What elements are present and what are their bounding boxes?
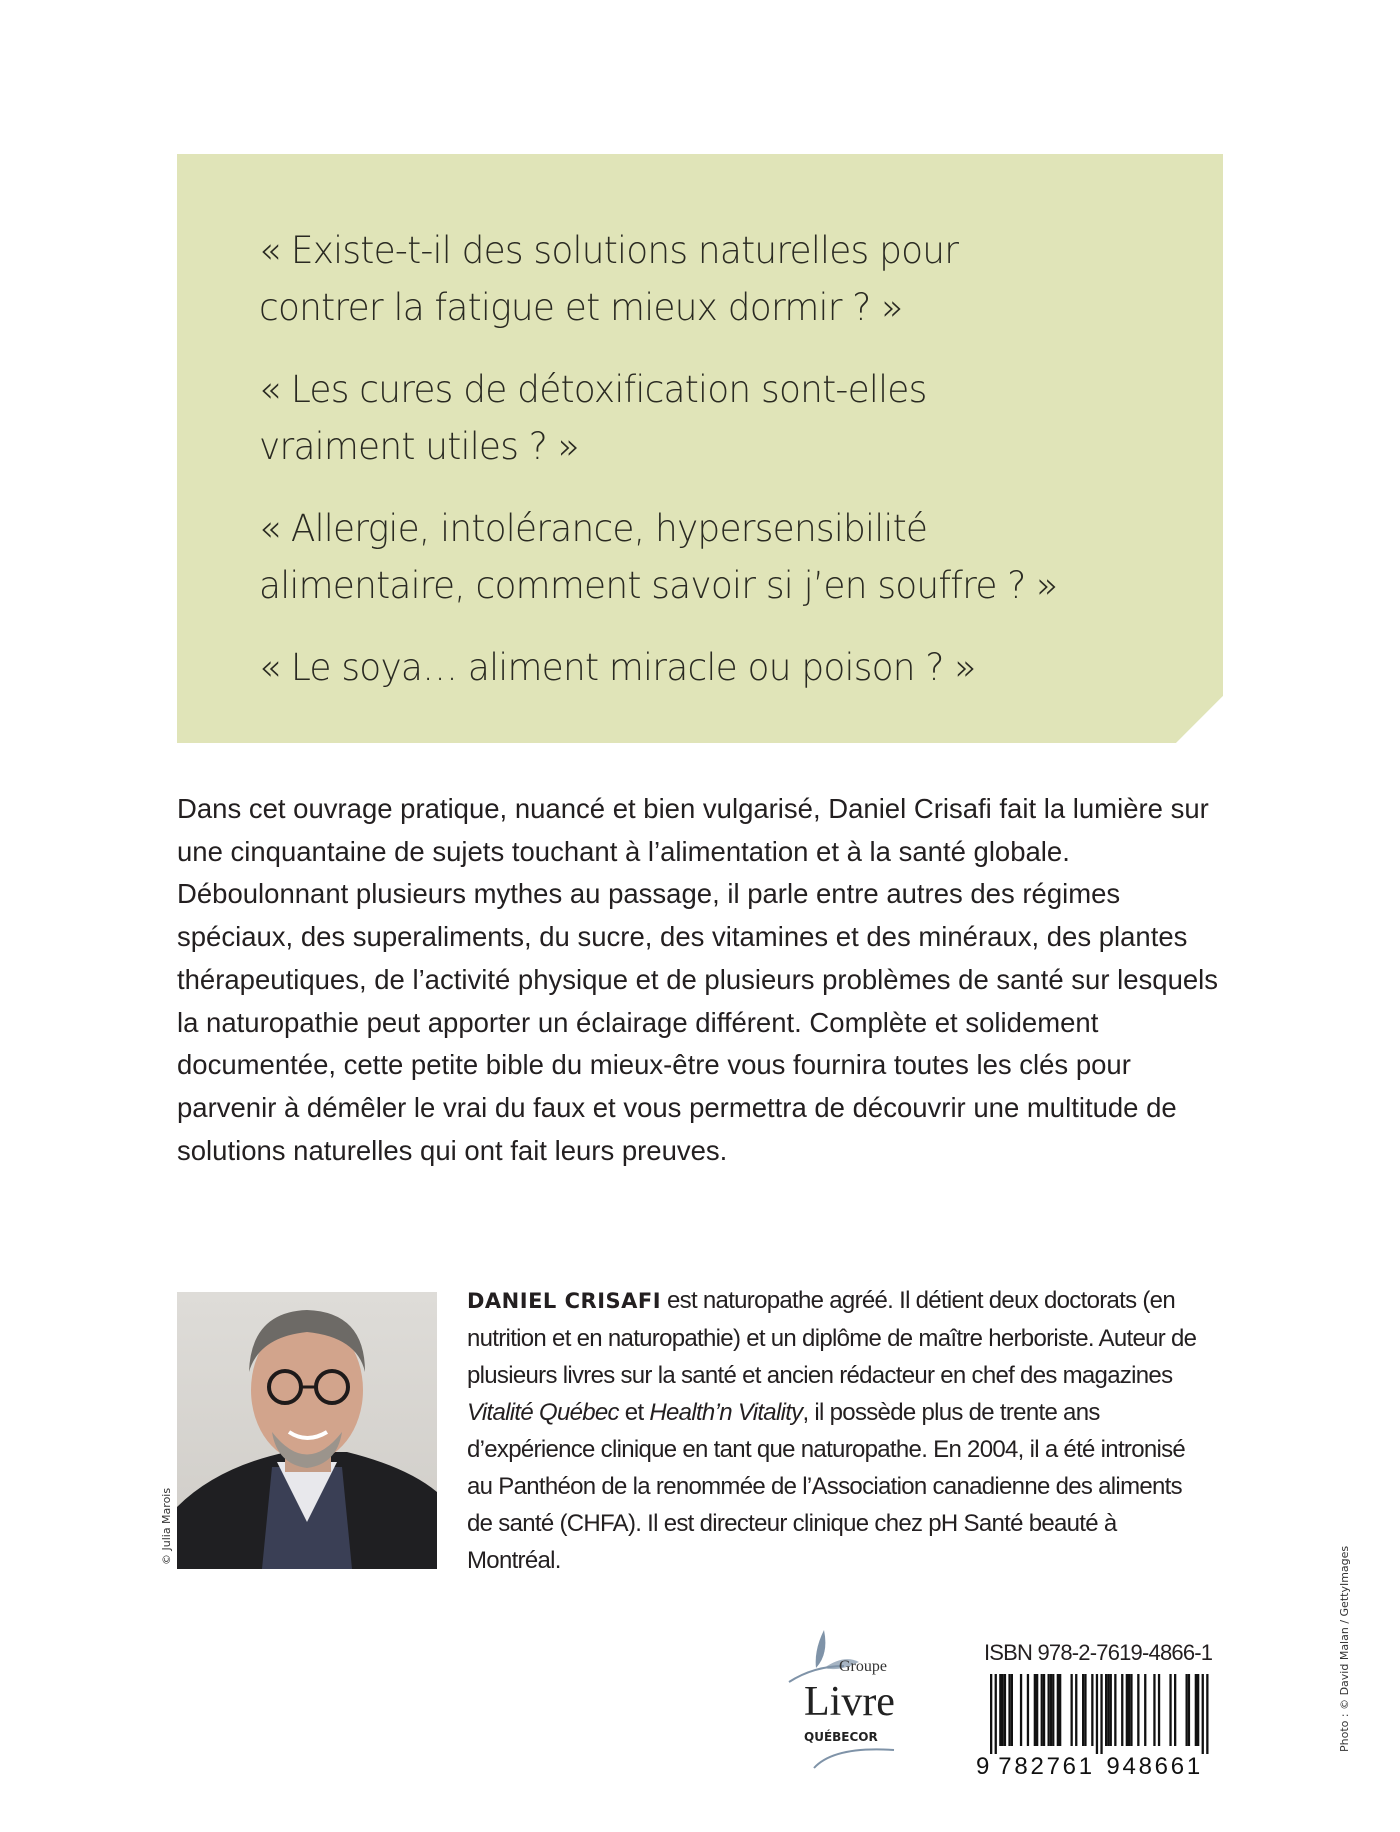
author-photo: [177, 1292, 437, 1569]
bio-text: est naturopathe agréé. Il détient deux doctorats (en nutrition et en naturopathie) et un diplôme de maître herboriste. Auteur de plusieurs livres sur la santé et ancien rédacteur en chef des magazines: [467, 1287, 1197, 1389]
barcode-bar: [1174, 1674, 1176, 1746]
quote-line: « Allergie, intolérance, hypersensibilité: [259, 507, 928, 550]
barcode-bar: [1052, 1674, 1054, 1746]
barcode-bar: [1195, 1674, 1197, 1746]
quote-line: « Les cures de détoxification sont-elles: [259, 368, 927, 411]
barcode-bar: [1034, 1674, 1036, 1746]
quote-list: [259, 222, 1199, 721]
magazine-title: Health’n Vitality: [649, 1399, 803, 1426]
isbn-number: ISBN 978-2-7619-4866-1: [984, 1640, 1213, 1665]
author-name: DANIEL CRISAFI: [467, 1289, 662, 1313]
magazine-title: Vitalité Québec: [467, 1399, 619, 1426]
barcode-bar: [990, 1674, 992, 1754]
barcode: [976, 1674, 1216, 1778]
barcode-bar: [1041, 1674, 1043, 1746]
barcode-bar: [1011, 1674, 1013, 1746]
barcode-bar: [1100, 1674, 1102, 1754]
barcode-bar: [1008, 1674, 1010, 1746]
barcode-bar: [1050, 1674, 1052, 1746]
book-description: Dans cet ouvrage pratique, nuancé et bien vulgarisé, Daniel Crisafi fait la lumière sur une cinquantaine de sujets touchant à l’alimentation et à la santé globale. Déboulonnant plusieurs mythes au passage, il parle entre autres des régimes spéciaux, des superaliments, du sucre, des vitamines et des minéraux, des plantes thérapeutiques, de l’activité physique et de plusieurs problèmes de santé sur lesquels la naturopathie peut apporter un éclairage différent. Complète et solidement documentée, cette petite bible du mieux-être vous fournira toutes les clés pour parvenir à démêler le vrai du faux et vous permettra de découvrir une multitude de solutions naturelles qui ont fait leurs preuves.: [177, 793, 1219, 1166]
barcode-bar: [1004, 1674, 1006, 1746]
bio-text: et: [618, 1399, 650, 1426]
quote-line: contrer la fatigue et mieux dormir ? »: [259, 286, 903, 329]
barcode-bar: [1186, 1674, 1188, 1746]
cover-photo-credit: Photo : © David Malan / GettyImages: [1338, 1545, 1351, 1752]
barcode-bar: [1020, 1674, 1022, 1746]
quote-line: « Le soya… aliment miracle ou poison ? »: [259, 646, 976, 689]
logo-quebecor: QUÉBECOR: [804, 1730, 878, 1744]
quote-2: [259, 361, 1171, 475]
barcode-bar: [1128, 1674, 1130, 1746]
author-portrait-image: [177, 1292, 437, 1569]
logo-livre: Livre: [804, 1679, 895, 1725]
barcode-digit: 9: [1106, 1753, 1120, 1778]
barcode-bar: [1126, 1674, 1128, 1746]
barcode-bar: [1202, 1674, 1204, 1754]
barcode-digit: 4: [1122, 1753, 1136, 1778]
bio-text: , il possède plus de trente ans d’expérience clinique en tant que naturopathe. En 2004, il a été intronisé au Panthéon de la renommée de l’Association canadienne des aliments de santé (CHFA). Il est directeur clinique chez pH Santé beauté à Montréal.: [467, 1399, 1186, 1574]
barcode-bar: [1121, 1674, 1123, 1746]
barcode-digit: 6: [1170, 1753, 1185, 1778]
barcode-bar: [1036, 1674, 1038, 1746]
barcode-bar: [1144, 1674, 1146, 1746]
barcode-bar: [1071, 1674, 1073, 1746]
barcode-bar: [1169, 1674, 1171, 1746]
barcode-digit: 2: [1030, 1753, 1044, 1778]
author-bio: [467, 1282, 1202, 1579]
barcode-bar: [1188, 1674, 1190, 1746]
barcode-bar: [1057, 1674, 1059, 1746]
barcode-bar: [1075, 1674, 1077, 1746]
barcode-bar: [1043, 1674, 1045, 1746]
barcode-bar: [995, 1674, 997, 1754]
barcode-bar: [1091, 1674, 1093, 1746]
photo-credit: © Julia Marois: [160, 1487, 173, 1565]
barcode-bar: [1059, 1674, 1061, 1746]
barcode-bar: [1096, 1674, 1098, 1754]
barcode-bar: [1107, 1674, 1109, 1746]
quote-3: [259, 500, 1171, 614]
barcode-digit: 1: [1078, 1753, 1093, 1778]
barcode-bar: [1027, 1674, 1029, 1746]
barcode-bar: [999, 1674, 1001, 1746]
barcode-bar: [1002, 1674, 1004, 1746]
barcode-digit: 8: [1014, 1753, 1028, 1778]
barcode-bar: [1114, 1674, 1116, 1746]
barcode-bar: [1206, 1674, 1208, 1754]
barcode-digit: 7: [1046, 1753, 1060, 1778]
barcode-bar: [1153, 1674, 1155, 1746]
barcode-bar: [1130, 1674, 1132, 1746]
quote-line: vraiment utiles ? »: [259, 425, 579, 468]
barcode-bar: [1082, 1674, 1084, 1746]
logo-groupe: Groupe: [839, 1658, 887, 1675]
barcode-bar: [1158, 1674, 1160, 1746]
barcode-bar: [1137, 1674, 1139, 1746]
barcode-digit: 7: [998, 1753, 1012, 1778]
barcode-digit: 9: [976, 1753, 990, 1778]
barcode-digit: 6: [1154, 1753, 1169, 1778]
quote-line: alimentaire, comment savoir si j’en souffre ? »: [259, 564, 1058, 607]
quote-4: [259, 639, 1171, 696]
barcode-digit: 8: [1138, 1753, 1152, 1778]
barcode-bar: [1197, 1674, 1199, 1746]
quote-line: « Existe-t-il des solutions naturelles pour: [259, 229, 959, 272]
barcode-digit: 1: [1186, 1753, 1201, 1778]
barcode-bar: [1105, 1674, 1107, 1746]
quote-1: [259, 222, 1171, 336]
barcode-bar: [1048, 1674, 1050, 1746]
barcode-bar: [1110, 1674, 1112, 1746]
barcode-bar: [1084, 1674, 1086, 1746]
barcode-digit: 6: [1062, 1753, 1077, 1778]
publisher-logo: [784, 1630, 914, 1770]
